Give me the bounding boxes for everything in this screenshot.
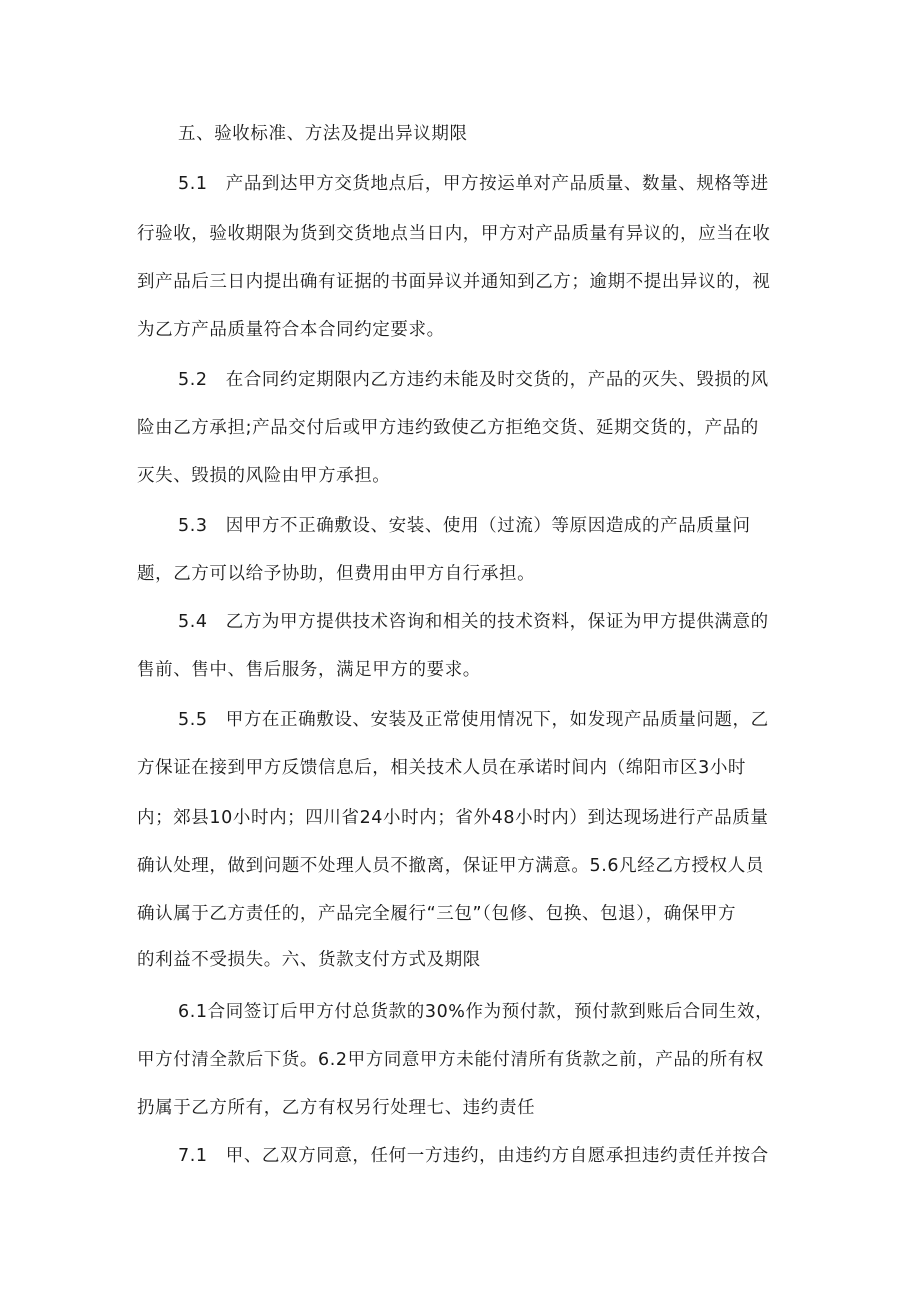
clause-5-4-line-2: 售前、售中、售后服务，满足甲方的要求。: [137, 660, 481, 680]
clause-7-1-line-1: 7.1 甲、乙双方同意，任何一方违约，由违约方自愿承担违约责任并按合: [178, 1146, 769, 1166]
clause-6-1-line-1: 6.1合同签订后甲方付总货款的30%作为预付款，预付款到账后合同生效，: [178, 1002, 774, 1022]
clause-6-2-line-1: 甲方付清全款后下货。6.2甲方同意甲方未能付清所有货款之前，产品的所有权: [137, 1050, 764, 1070]
clause-5-5-line-2: 方保证在接到甲方反馈信息后，相关技术人员在承诺时间内（绵阳市区3小时: [137, 758, 747, 778]
clause-5-2-line-3: 灭失、毁损的风险由甲方承担。: [137, 466, 391, 486]
clause-5-2-line-1: 5.2 在合同约定期限内乙方违约未能及时交货的，产品的灭失、毁损的风: [178, 370, 769, 390]
section-5-heading: 五、验收标准、方法及提出异议期限: [178, 124, 468, 144]
clause-5-1-line-2: 行验收，验收期限为货到交货地点当日内，甲方对产品质量有异议的，应当在收: [137, 224, 771, 244]
clause-5-5-line-4: 确认处理，做到问题不处理人员不撤离，保证甲方满意。5.6凡经乙方授权人员: [137, 856, 764, 876]
clause-6-2-line-2: 扔属于乙方所有，乙方有权另行处理七、违约责任: [137, 1098, 536, 1118]
clause-5-6-line-2: 的利益不受损失。六、货款支付方式及期限: [137, 950, 481, 970]
clause-5-2-line-2: 险由乙方承担;产品交付后或甲方违约致使乙方拒绝交货、延期交货的，产品的: [137, 418, 759, 438]
clause-5-6-line-1: 确认属于乙方责任的，产品完全履行“三包”（包修、包换、包退），确保甲方: [137, 904, 737, 924]
clause-5-1-line-1: 5.1 产品到达甲方交货地点后，甲方按运单对产品质量、数量、规格等进: [178, 174, 769, 194]
clause-5-1-line-3: 到产品后三日内提出确有证据的书面异议并通知到乙方；逾期不提出异议的，视: [137, 272, 771, 292]
clause-5-3-line-2: 题，乙方可以给予协助，但费用由甲方自行承担。: [137, 564, 536, 584]
clause-5-5-line-3: 内；郊县10小时内；四川省24小时内；省外48小时内）到达现场进行产品质量: [137, 808, 769, 828]
clause-5-1-line-4: 为乙方产品质量符合本合同约定要求。: [137, 320, 445, 340]
clause-5-4-line-1: 5.4 乙方为甲方提供技术咨询和相关的技术资料，保证为甲方提供满意的: [178, 612, 769, 632]
clause-5-3-line-1: 5.3 因甲方不正确敷设、安装、使用（过流）等原因造成的产品质量问: [178, 516, 751, 536]
clause-5-5-line-1: 5.5 甲方在正确敷设、安装及正常使用情况下，如发现产品质量问题，乙: [178, 710, 769, 730]
